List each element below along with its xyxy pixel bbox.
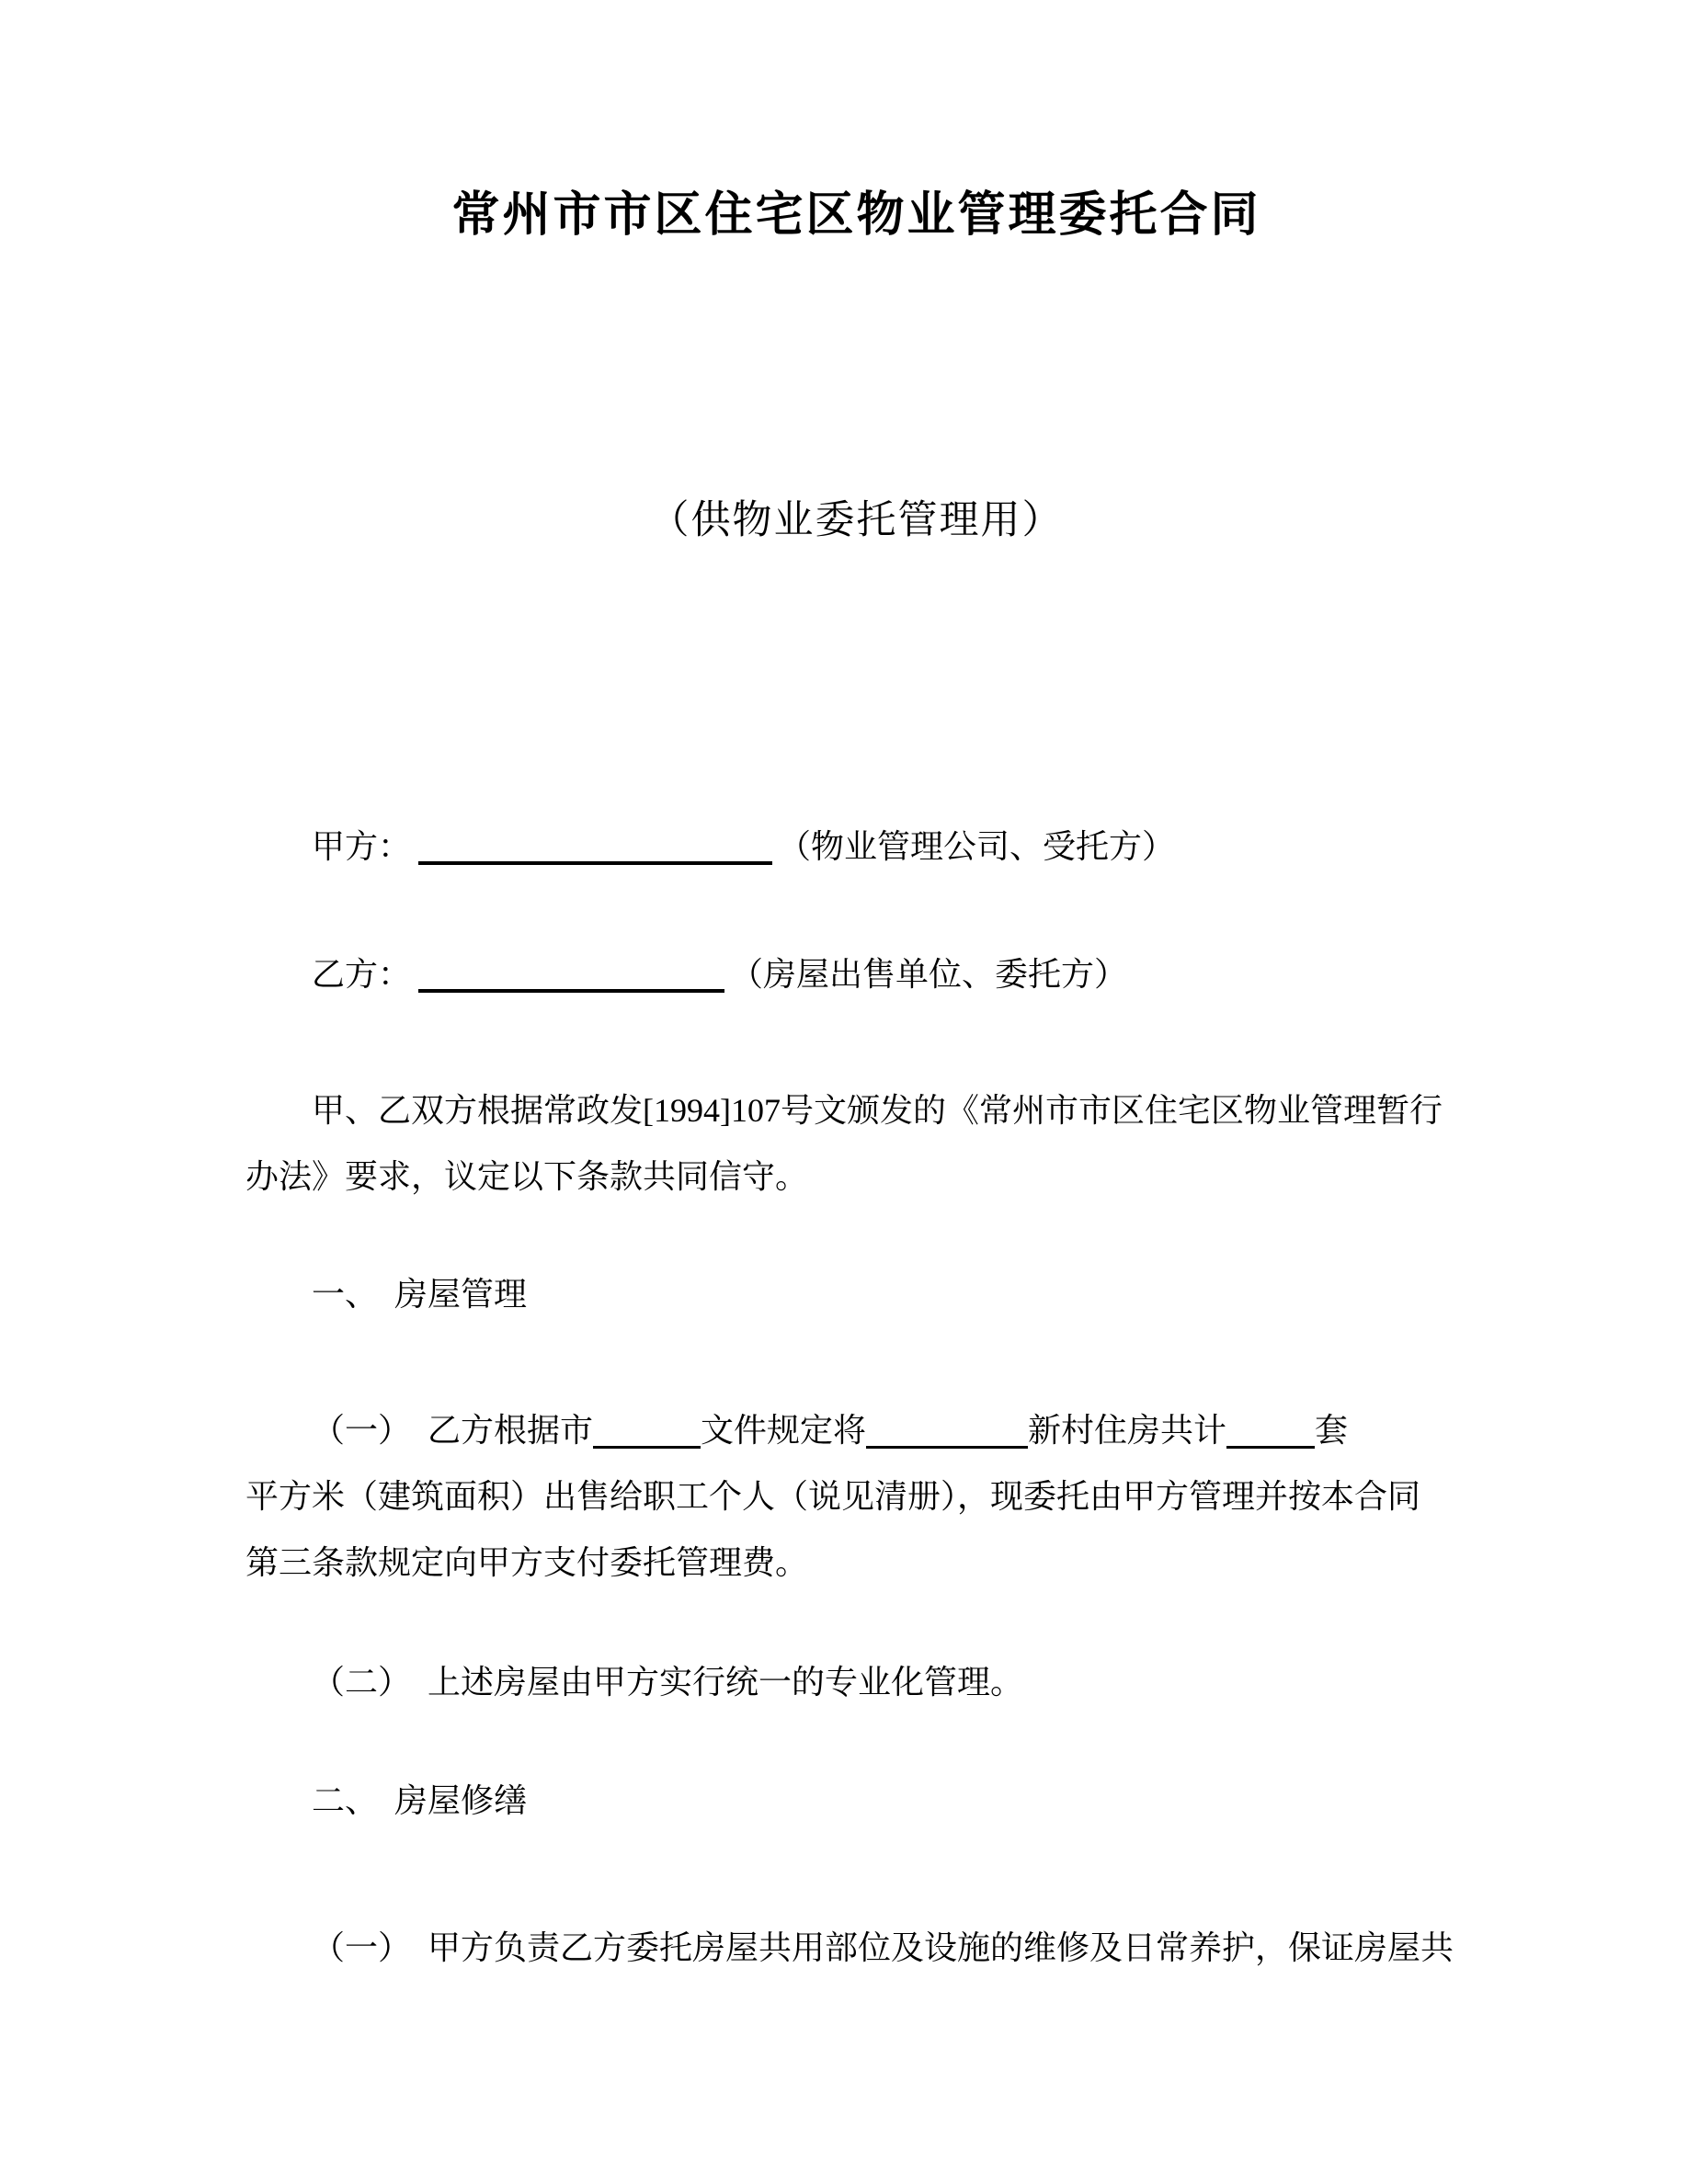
party-b-note: （房屋出售单位、委托方）: [730, 956, 1128, 993]
party-b-blank-field: [418, 989, 724, 993]
section2-clause1-paragraph: [245, 1915, 1467, 1981]
document-subtitle: （供物业委托管理用）: [649, 499, 1064, 542]
clause1-units-blank-field: [1226, 1446, 1315, 1449]
clause1-seg1: （一） 乙方根据市: [312, 1412, 594, 1449]
clause1-seg4: 套: [1315, 1412, 1349, 1449]
party-a-line: [245, 817, 1467, 876]
preamble-line-2: 办法》要求，议定以下条款共同信守。: [245, 1158, 809, 1195]
document-title: 常州市市区住宅区物业管理委托合同: [451, 188, 1261, 242]
clause1-seg3: 新村住房共计: [1028, 1412, 1227, 1449]
party-b-label: 乙方：: [312, 956, 412, 993]
preamble-paragraph: [245, 1077, 1467, 1210]
clause1-seg2: 文件规定将: [701, 1412, 867, 1449]
section1-clause2-line: （二） 上述房屋由甲方实行统一的专业化管理。: [312, 1664, 1024, 1701]
party-a-note: （物业管理公司、受托方）: [778, 828, 1176, 865]
section1-clause1-line2: 平方米（建筑面积）出售给职工个人（说见清册），现委托由甲方管理并按本合同: [245, 1478, 1421, 1515]
section1-clause1-line1: [245, 1397, 1467, 1463]
section2-heading: 二、 房屋修缮: [312, 1782, 528, 1819]
party-b-line: [245, 945, 1467, 1004]
clause1-file-blank-field: [593, 1446, 701, 1449]
clause1-village-blank-field: [866, 1446, 1028, 1449]
section1-clause1-line3: 第三条款规定向甲方支付委托管理费。: [245, 1544, 809, 1581]
preamble-line-1: 甲、乙双方根据常政发[1994]107号文颁发的《常州市市区住宅区物业管理暂行: [312, 1092, 1443, 1129]
party-a-label: 甲方：: [312, 828, 412, 865]
section1-clause1-paragraph: [245, 1397, 1467, 1596]
party-a-blank-field: [418, 861, 772, 865]
section1-heading: 一、 房屋管理: [312, 1276, 528, 1313]
section2-clause1-line1: （一） 甲方负责乙方委托房屋共用部位及设施的维修及日常养护，保证房屋共: [312, 1929, 1454, 1966]
